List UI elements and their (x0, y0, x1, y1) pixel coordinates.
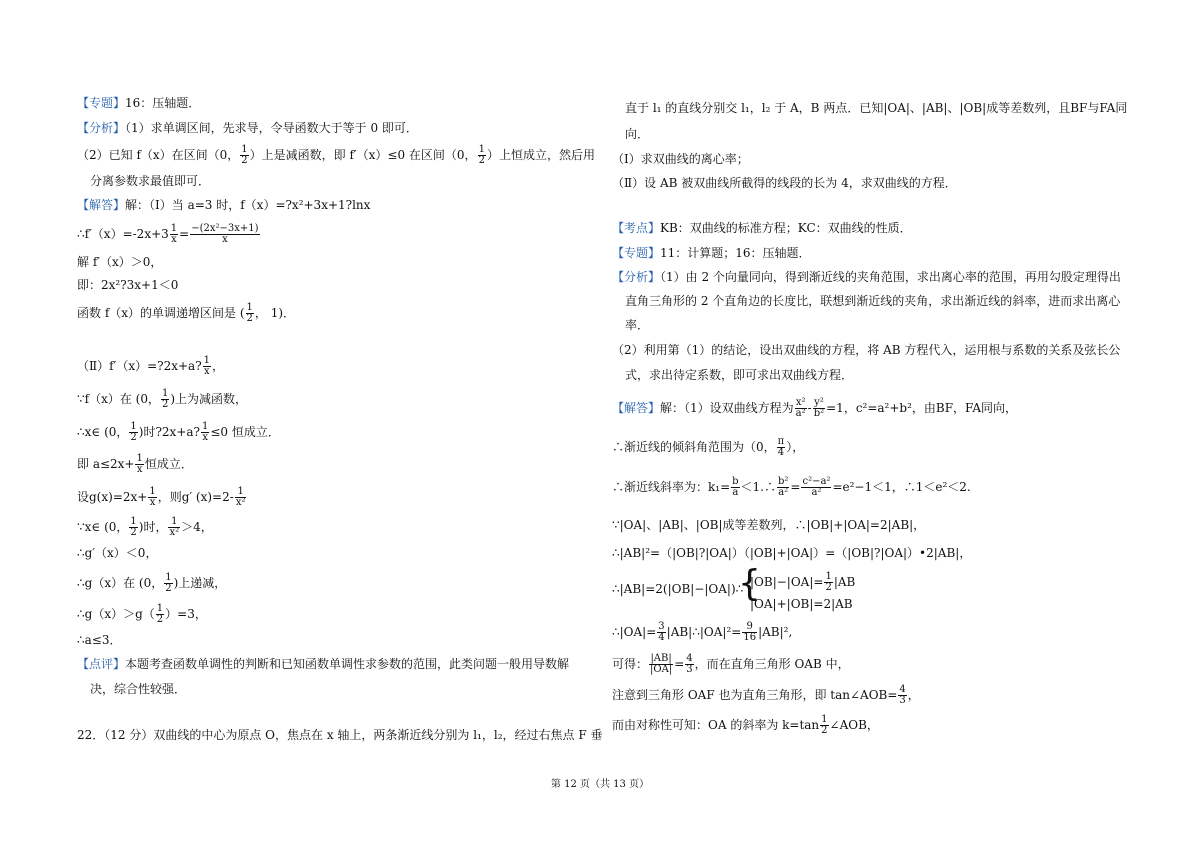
part2-line (77, 356, 224, 377)
page-footer: 第 12 页（共 13 页） (550, 779, 650, 790)
text: 即 a≤2x+ (77, 457, 135, 471)
derivative-line (77, 224, 261, 245)
conclusion-line: ∴a≤3． (77, 633, 122, 647)
text: ∴|OA|= (612, 625, 657, 639)
problem-22-line-3: 向． (625, 127, 650, 141)
den: x (136, 464, 143, 475)
text: |OB|−|OA|= (750, 575, 824, 589)
num: 1 (241, 144, 248, 155)
den: 2 (156, 614, 164, 625)
analysis-tag-2: 【分析】 (612, 270, 661, 284)
den: x² (235, 497, 246, 508)
den: x (222, 234, 228, 245)
den: a² (795, 408, 806, 419)
text: 恒成立． (144, 457, 193, 471)
solution-tag-2: 【解答】 (612, 401, 661, 415)
brace-symbol: { (738, 563, 761, 604)
text: ， 1)． (254, 306, 296, 320)
den: 2 (161, 399, 169, 410)
den: a (732, 487, 739, 498)
fraction-4-3 (898, 685, 906, 706)
den: 2 (478, 155, 485, 166)
fraction-1-over-x2 (235, 487, 247, 508)
den: 4 (658, 632, 665, 643)
text: ∠AOB， (829, 718, 879, 732)
text: 可得： (612, 657, 649, 671)
text: 解：（1）设双曲线方程为 (660, 401, 794, 415)
num: 1 (246, 302, 253, 313)
question-1: （Ⅰ）求双曲线的离心率； (612, 152, 749, 166)
num: 1 (201, 421, 209, 432)
oa-line (612, 622, 792, 643)
text: ＜1.∴ (740, 480, 776, 494)
fraction-b2-a2 (777, 477, 789, 498)
num: |AB| (650, 653, 672, 664)
text: ∴f′（x）=-2x+3 (77, 227, 169, 241)
g-prime-line: ∴g′（x）＜0， (77, 546, 158, 560)
text: )上递减， (173, 576, 227, 590)
solution-line-r (612, 398, 1017, 419)
fraction-y2-b2 (813, 398, 825, 419)
analysis-line-r2: 直角三角形的 2 个直角边的长度比，联想到渐近线的夹角，求出渐近线的斜率，进而求出离心 (625, 294, 1121, 308)
text: ）， (786, 440, 805, 454)
text: 注意到三角形 OAF 也为直角三角形，即 tan∠AOB= (612, 688, 898, 702)
text: 函数 f（x）的单调递增区间是 ( (77, 306, 245, 320)
num: 1 (130, 421, 137, 432)
fraction-half (161, 389, 169, 410)
fraction-half (820, 715, 828, 736)
g-decreasing-line (77, 573, 226, 594)
problem-22-line-2: 直于 l₁ 的直线分别交 l₁，l₂ 于 A，B 两点．已知|OA|、|AB|、|OB|成等差数列，且BF与FA同 (625, 101, 1128, 115)
text: ）=3， (165, 607, 207, 621)
fraction-9-16 (742, 622, 757, 643)
constant-hold-line (77, 422, 280, 443)
text: （Ⅱ）f′（x）=?2x+a? (77, 359, 202, 373)
num: 1 (161, 388, 169, 399)
fraction-half (824, 572, 832, 593)
solution-text: 解：（Ⅰ）当 a=3 时，f（x）=?x²+3x+1?lnx (125, 198, 371, 212)
num: 1 (478, 144, 485, 155)
fraction-1-over-x (135, 454, 143, 475)
fraction-1-over-x (148, 487, 156, 508)
text: ， (907, 688, 920, 702)
den: 2 (825, 582, 832, 593)
knowledge-point-tag: 【考点】 (612, 221, 661, 235)
text: ∴渐近线斜率为：k₁= (612, 480, 731, 494)
analysis-line-r5: 式，求出待定系数，即可求出双曲线方程． (625, 368, 854, 382)
den: x² (169, 527, 180, 538)
topic-text-2: 11：计算题；16：压轴题． (660, 246, 811, 260)
den: x (149, 497, 156, 508)
text: - (807, 401, 812, 415)
fraction-1-over-x (201, 422, 209, 443)
fraction-pi-4 (777, 437, 786, 458)
ratio-line (612, 654, 850, 675)
text: ）上恒成立，然后用 (486, 148, 595, 162)
text: = (790, 480, 801, 494)
num: b (732, 476, 739, 487)
text: )时?2x+a? (138, 425, 200, 439)
den: 2 (241, 155, 248, 166)
num: x² (795, 397, 806, 408)
x-range-line (77, 517, 213, 538)
den: 2 (821, 725, 828, 736)
text: )上为减函数， (170, 392, 248, 406)
den: b² (813, 408, 825, 419)
decreasing-line (77, 389, 247, 410)
fraction-ab-oa (649, 654, 673, 675)
system-line-1 (750, 572, 855, 593)
problem-22-line: 22．（12 分）双曲线的中心为原点 O，焦点在 x 轴上，两条渐近线分别为 l₁，l₂，经过右焦点 F 垂 (77, 728, 603, 742)
analysis-line-r3: 率． (625, 318, 650, 332)
fraction-half (478, 145, 486, 166)
fraction-1-over-x (170, 224, 178, 245)
slope-line (612, 477, 971, 498)
comment-tag: 【点评】 (77, 657, 126, 671)
num: y² (814, 397, 824, 408)
text: =1，c²=a²+b²，由BF，FA同向， (826, 401, 1018, 415)
fraction-4-3 (685, 654, 693, 675)
symmetry-line (612, 715, 879, 736)
angle-range-line (612, 437, 804, 458)
num: c²−a² (802, 476, 831, 487)
text: )时， (138, 520, 168, 534)
fraction-half (129, 517, 137, 538)
analysis-line-2 (77, 145, 595, 166)
topic-line (77, 96, 200, 110)
comment-line-2: 决，综合性较强． (90, 682, 187, 696)
text: ∵f（x）在 (0， (77, 392, 160, 406)
text: ∴g（x）在 (0， (77, 576, 164, 590)
num: 3 (658, 621, 665, 632)
num: π (777, 436, 785, 447)
ab-square-line: ∴|AB|²=（|OB|?|OA|）（|OB|+|OA|）=（|OB|?|OA|）•2|AB|， (612, 546, 972, 560)
text: =e²−1＜1，∴1＜e²＜2. (832, 480, 971, 494)
fraction-half (164, 573, 172, 594)
text: ）上是减函数，即 f′（x）≤0 在区间（0， (249, 148, 477, 162)
den: x (202, 432, 208, 443)
fraction-half (246, 303, 254, 324)
fraction-x2-a2 (795, 398, 807, 419)
analysis-line-r1 (612, 270, 1121, 284)
text: ， (212, 359, 225, 373)
fraction-half (156, 604, 164, 625)
analysis-line-3: 分离参数求最值即可． (90, 174, 211, 188)
topic-text: 16：压轴题． (125, 96, 201, 110)
topic-tag: 【专题】 (77, 96, 126, 110)
den: x (171, 234, 177, 245)
knowledge-point-text: KB：双曲线的标准方程；KC：双曲线的性质． (660, 221, 912, 235)
analysis-line-r4: （2）利用第（1）的结论，设出双曲线的方程，将 AB 方程代入，运用根与系数的关系及弦长公 (612, 343, 1121, 357)
den: 2 (246, 313, 253, 324)
analysis-text: （1）求单调区间，先求导，令导函数大于等于 0 即可． (125, 121, 418, 135)
num: −(2x²−3x+1) (191, 223, 259, 234)
text: （2）已知 f（x）在区间（0， (77, 148, 240, 162)
num: 1 (130, 516, 137, 527)
num: 1 (149, 486, 156, 497)
fraction-1-over-x2 (168, 517, 180, 538)
text: ∴g（x）＞g（ (77, 607, 155, 621)
num: b² (778, 476, 789, 487)
comment-text: 本题考查函数单调性的判断和已知函数单调性求参数的范围，此类问题一般用导数解 (125, 657, 570, 671)
tan-line (612, 685, 920, 706)
text: ≤0 恒成立． (210, 425, 280, 439)
num: 1 (156, 603, 164, 614)
den: x (203, 366, 210, 377)
num: 1 (821, 714, 828, 725)
fraction-b-a (731, 477, 739, 498)
question-2: （Ⅱ）设 AB 被双曲线所截得的线段的长为 4，求双曲线的方程． (612, 176, 957, 190)
topic-tag-2: 【专题】 (612, 246, 661, 260)
text: |AB|∴|OA|²= (666, 625, 742, 639)
den: 4 (777, 447, 785, 458)
num: 1 (168, 517, 180, 528)
g-bound-line (77, 604, 207, 625)
text: ∴渐近线的倾斜角范围为（0， (612, 440, 776, 454)
den: a² (811, 487, 822, 498)
text: ，而在直角三角形 OAB 中， (694, 657, 850, 671)
num: 1 (170, 223, 178, 234)
den: a² (778, 487, 789, 498)
num: 4 (899, 684, 906, 695)
text: ∵x∈ (0， (77, 520, 129, 534)
num: 1 (165, 572, 172, 583)
text: ，则g′ (x)=2- (157, 490, 234, 504)
den: |OA| (650, 664, 673, 675)
num: 1 (136, 453, 143, 464)
system-line-2: |OA|+|OB|=2|AB (750, 597, 853, 611)
fraction-3-4 (657, 622, 665, 643)
num: 1 (235, 487, 247, 498)
analysis-tag: 【分析】 (77, 121, 126, 135)
den: 3 (899, 695, 906, 706)
fraction-c2a2-a2 (801, 477, 831, 498)
topic-line-2 (612, 246, 811, 260)
fraction-derivative (190, 224, 259, 245)
inequality-line: 即：2x²?3x+1＜0 (77, 278, 179, 292)
comment-line (77, 657, 569, 671)
num: 9 (742, 622, 757, 633)
increasing-interval-line (77, 303, 295, 324)
den: 2 (165, 583, 172, 594)
solution-tag: 【解答】 (77, 198, 126, 212)
arithmetic-line: ∵|OA|、|AB|、|OB|成等差数列，∴|OB|+|OA|=2|AB|， (612, 518, 926, 532)
fraction-1-over-x (203, 356, 211, 377)
analysis-text-2: （1）由 2 个向量同向，得到渐近线的夹角范围，求出离心率的范围，再用勾股定理得出 (660, 270, 1121, 284)
text: |AB (833, 575, 856, 589)
a-bound-line (77, 454, 193, 475)
knowledge-point-line (612, 221, 912, 235)
text: 而由对称性可知：OA 的斜率为 k=tan (612, 718, 820, 732)
fraction-half (240, 145, 248, 166)
ab-relation-line: ∴|AB|=2(|OB|−|OA|)∴ (612, 582, 744, 596)
fraction-half (129, 422, 137, 443)
num: 1 (825, 571, 832, 582)
solve-line: 解 f′（x）＞0， (77, 255, 163, 269)
text: ＞4， (181, 520, 213, 534)
den: 3 (686, 664, 693, 675)
den: 16 (743, 632, 757, 643)
text: ∴x∈ (0， (77, 425, 129, 439)
num: 4 (686, 653, 693, 664)
text: = (179, 227, 190, 241)
text: 设g(x)=2x+ (77, 490, 148, 504)
text: = (674, 657, 685, 671)
num: 1 (203, 355, 210, 366)
den: 2 (130, 432, 137, 443)
analysis-line (77, 121, 418, 135)
solution-line (77, 198, 370, 212)
den: 2 (130, 527, 137, 538)
g-define-line (77, 487, 247, 508)
text: |AB|², (758, 625, 793, 639)
